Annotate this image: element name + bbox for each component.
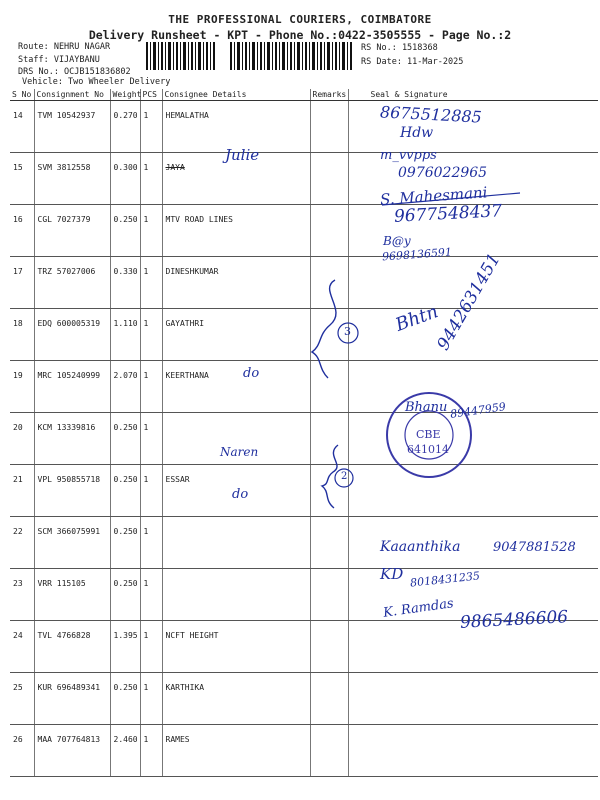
cell-pcs: 1 bbox=[140, 257, 162, 309]
cell-sno: 20 bbox=[10, 413, 34, 465]
staff-label: Staff: VIJAYBANU bbox=[18, 55, 100, 65]
cell-sno: 16 bbox=[10, 205, 34, 257]
cell-consignment: TRZ 57027006 bbox=[34, 257, 110, 309]
cell-consignee: HEMALATHA bbox=[162, 101, 310, 153]
handwritten-name-22: Naren bbox=[220, 445, 259, 459]
runsheet-title: THE PROFESSIONAL COURIERS, COIMBATORE bbox=[168, 13, 432, 26]
cell-consignment: CGL 7027379 bbox=[34, 205, 110, 257]
cell-pcs: 1 bbox=[140, 309, 162, 361]
cell-consignment: KCM 13339816 bbox=[34, 413, 110, 465]
cell-sno: 22 bbox=[10, 517, 34, 569]
column-header-signature: Seal & Signature bbox=[348, 89, 598, 101]
column-header-consignment: Consignment No bbox=[34, 89, 110, 101]
cell-weight: 2.460 bbox=[110, 725, 140, 777]
cell-consignment: MRC 105240999 bbox=[34, 361, 110, 413]
handwritten-signature-16: S. Mahesmani bbox=[379, 183, 488, 209]
handwritten-signature-17: B@y bbox=[383, 234, 411, 248]
cell-weight: 1.395 bbox=[110, 621, 140, 673]
cell-sno: 18 bbox=[10, 309, 34, 361]
cell-sno: 25 bbox=[10, 673, 34, 725]
handwritten-signature-25: Kaaanthika bbox=[380, 539, 461, 555]
cell-consignment: TVL 4766828 bbox=[34, 621, 110, 673]
cell-consignee: RAMES bbox=[162, 725, 310, 777]
cell-consignment: TVM 10542937 bbox=[34, 101, 110, 153]
cell-weight: 0.250 bbox=[110, 569, 140, 621]
cell-sno: 19 bbox=[10, 361, 34, 413]
cell-consignment: KUR 696489341 bbox=[34, 673, 110, 725]
cell-consignee: DINESHKUMAR bbox=[162, 257, 310, 309]
cell-consignee: ESSAR bbox=[162, 465, 310, 517]
cell-weight: 0.250 bbox=[110, 465, 140, 517]
cell-pcs: 1 bbox=[140, 725, 162, 777]
cell-sno: 14 bbox=[10, 101, 34, 153]
handwritten-ditto-20: do bbox=[243, 366, 260, 381]
cell-weight: 0.330 bbox=[110, 257, 140, 309]
column-header-pcs: PCS bbox=[140, 89, 162, 101]
stamp-city: CBE bbox=[416, 428, 441, 441]
cell-consignment: SCM 366075991 bbox=[34, 517, 110, 569]
stamp-pincode: 641014 bbox=[407, 443, 449, 456]
column-header-consignee: Consignee Details bbox=[162, 89, 310, 101]
handwritten-ditto-23: do bbox=[232, 487, 249, 502]
handwritten-signature-26: K. Ramdas bbox=[382, 596, 455, 621]
drs-number: DRS No.: OCJB151836802 bbox=[18, 67, 131, 77]
cell-pcs: 1 bbox=[140, 205, 162, 257]
handwritten-phone-16: 9677548437 bbox=[393, 201, 503, 227]
cell-weight: 0.250 bbox=[110, 517, 140, 569]
cell-sno: 15 bbox=[10, 153, 34, 205]
cell-sno: 23 bbox=[10, 569, 34, 621]
cell-weight: 2.070 bbox=[110, 361, 140, 413]
cell-consignee: GAYATHRI bbox=[162, 309, 310, 361]
circled-number-19: 3 bbox=[344, 325, 351, 338]
circled-number-22: 2 bbox=[341, 471, 348, 482]
rs-number: RS No.: 1518368 bbox=[361, 43, 438, 53]
stamp-name: Bhanu bbox=[405, 400, 448, 415]
cell-pcs: 1 bbox=[140, 413, 162, 465]
cell-pcs: 1 bbox=[140, 101, 162, 153]
vehicle-label: Vehicle: Two Wheeler Delivery bbox=[22, 77, 171, 87]
cell-consignee: MTV ROAD LINES bbox=[162, 205, 310, 257]
handwritten-phone-18: 9442631451 bbox=[433, 250, 505, 354]
cell-pcs: 1 bbox=[140, 569, 162, 621]
cell-pcs: 1 bbox=[140, 153, 162, 205]
handwritten-signature-25b: KD bbox=[380, 565, 404, 583]
cell-sno: 17 bbox=[10, 257, 34, 309]
cell-consignment: VRR 115105 bbox=[34, 569, 110, 621]
cell-pcs: 1 bbox=[140, 673, 162, 725]
cell-pcs: 1 bbox=[140, 361, 162, 413]
cell-consignee: KEERTHANA bbox=[162, 361, 310, 413]
column-header-remarks: Remarks bbox=[310, 89, 348, 101]
cell-consignee: NCFT HEIGHT bbox=[162, 621, 310, 673]
handwritten-signature-19: Bhtn bbox=[392, 301, 441, 336]
handwritten-phone-14: 8675512885 bbox=[379, 102, 483, 127]
cell-consignee: JAYA bbox=[162, 153, 310, 205]
handwritten-phone-17: 9698136591 bbox=[381, 245, 453, 264]
cell-pcs: 1 bbox=[140, 621, 162, 673]
cell-pcs: 1 bbox=[140, 517, 162, 569]
cell-sno: 21 bbox=[10, 465, 34, 517]
cell-consignment: MAA 707764813 bbox=[34, 725, 110, 777]
handwritten-signature-15: m_vvpps bbox=[380, 148, 437, 163]
cell-consignment: VPL 950855718 bbox=[34, 465, 110, 517]
handwritten-phone-25: 9047881528 bbox=[493, 540, 576, 555]
cell-sno: 26 bbox=[10, 725, 34, 777]
cell-sno: 24 bbox=[10, 621, 34, 673]
brace-19-20-icon bbox=[312, 280, 336, 378]
runsheet-subtitle: Delivery Runsheet - KPT - Phone No.:0422-3505555 - Page No.:2 bbox=[88, 28, 512, 42]
cell-weight: 0.270 bbox=[110, 101, 140, 153]
handwritten-phone-25b: 8018431235 bbox=[409, 569, 481, 590]
handwritten-phone-15: 0976022965 bbox=[398, 165, 488, 181]
cell-consignee: KARTHIKA bbox=[162, 673, 310, 725]
cell-consignment: EDQ 600005319 bbox=[34, 309, 110, 361]
handwritten-phone-26: 9865486606 bbox=[459, 607, 569, 633]
cell-pcs: 1 bbox=[140, 465, 162, 517]
handwritten-name-15: Julie bbox=[225, 146, 260, 164]
column-header-weight: Weight bbox=[110, 89, 140, 101]
route-label: Route: NEHRU NAGAR bbox=[18, 42, 111, 52]
cell-weight: 0.300 bbox=[110, 153, 140, 205]
cell-weight: 0.250 bbox=[110, 673, 140, 725]
cell-weight: 1.110 bbox=[110, 309, 140, 361]
column-header-sno: S No bbox=[10, 89, 34, 101]
cell-weight: 0.250 bbox=[110, 205, 140, 257]
rs-date: RS Date: 11-Mar-2025 bbox=[361, 57, 464, 67]
handwritten-signature-14: Hdw bbox=[400, 125, 434, 141]
handwritten-phone-21: 89447959 bbox=[449, 400, 507, 421]
cell-weight: 0.250 bbox=[110, 413, 140, 465]
cell-consignment: SVM 3812558 bbox=[34, 153, 110, 205]
